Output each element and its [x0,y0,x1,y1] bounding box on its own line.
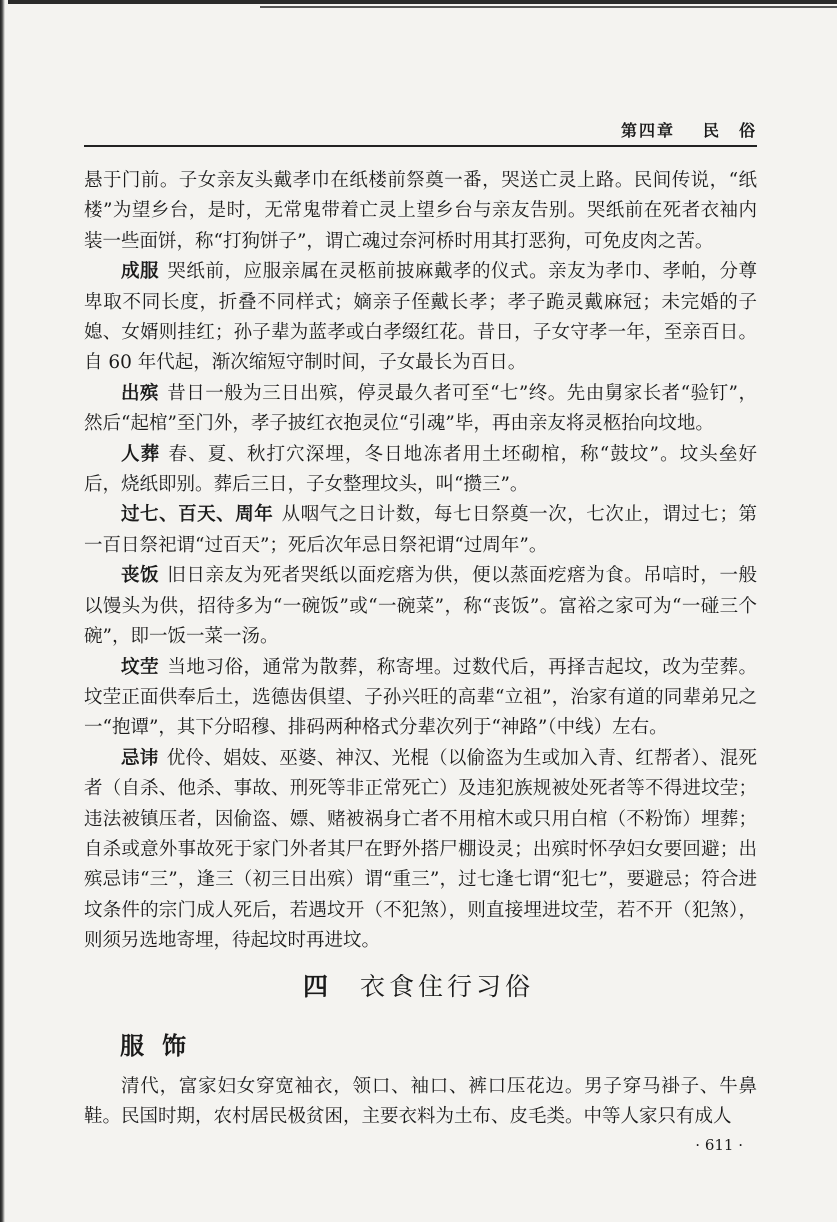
paragraph: 出殡 昔日一般为三日出殡，停灵最久者可至“七”终。先由舅家长者“验钉”，然后“起棺”至门外，孝子披红衣抱灵位“引魂”毕，再由亲友将灵柩抬向坟地。 [84,382,757,435]
paragraph: 人葬 春、夏、秋打穴深埋，冬日地冻者用土坯砌棺，称“鼓坟”。坟头垒好后，烧纸即别。葬后三日，子女整理坟头，叫“攒三”。 [84,443,757,496]
scan-top-border-thin [260,6,837,8]
section-heading [0,967,837,1003]
subsection-text [84,1072,757,1133]
paragraph: 忌讳 优伶、娼妓、巫婆、神汉、光棍（以偷盗为生或加入青、红帮者）、混死者（自杀、他杀、事故、刑死等非正常死亡）及违犯族规被处死者等不得进坟茔；违法被镇压者，因偷盗、嫖、赌被祸身亡者不用棺木或只用白棺（不粉饰）埋葬；自杀或意外事故死于家门外者其尸在野外搭尸棚设灵；出殡时怀孕妇女要回避；出殡忌讳“三”，逢三（初三日出殡）谓“重三”，过七逢七谓“犯七”，要避忌；符合进坟条件的宗门成人死后，若遇坟开（不犯煞），则直接埋进坟茔，若不开（犯煞），则须另选地寄埋，待起坟时再进坟。 [84,747,757,952]
running-head [621,118,757,141]
term-heading: 出殡 [121,382,159,404]
term-heading: 人葬 [121,443,161,465]
paragraph: 成服 哭纸前，应服亲属在灵柩前披麻戴孝的仪式。亲友为孝巾、孝帕，分尊卑取不同长度，折叠不同样式；嫡亲子侄戴长孝；孝子跪灵戴麻冠；未完婚的子媳、女婿则挂红；孙子辈为蓝孝或白孝缀红花。昔日，子女守孝一年，至亲百日。自 60 年代起，渐次缩短守制时间，子女最长为百日。 [84,261,757,374]
section-number: 四 [302,972,332,1001]
scan-top-border [8,0,837,4]
chapter-label: 第四章 [620,121,675,140]
page-number: · 611 · [695,1136,743,1154]
subsection-heading: 服饰 [120,1032,204,1060]
paragraph: 悬于门前。子女亲友头戴孝巾在纸楼前祭奠一番，哭送亡灵上路。民间传说，“纸楼”为望乡台，是时，无常鬼带着亡灵上望乡台与亲友告别。哭纸前在死者衣袖内装一些面饼，称“打狗饼子”，谓亡魂过奈河桥时用其打恶狗，可免皮肉之苦。 [84,170,757,252]
term-heading: 坟茔 [121,656,160,678]
header-rule [84,145,757,147]
paragraph: 过七、百天、周年 从咽气之日计数，每七日祭奠一次，七次止，谓过七；第一百日祭祀谓“过百天”；死后次年忌日祭祀谓“过周年”。 [84,504,757,556]
term-heading: 丧饭 [121,565,160,587]
paragraph: 丧饭 旧日亲友为死者哭纸以面疙瘩为供，便以蒸面疙瘩为食。吊唁时，一般以馒头为供，招待多为“一碗饭”或“一碗菜”，称“丧饭”。富裕之家可为“一碰三个碗”，即一饭一菜一汤。 [84,565,757,648]
paragraph: 清代，富家妇女穿宽袖衣，领口、袖口、裤口压花边。男子穿马褂子、牛鼻鞋。民国时期，农村居民极贫困，主要衣料为土布、皮毛类。中等人家只有成人 [84,1076,757,1128]
paragraph: 坟茔 当地习俗，通常为散葬，称寄埋。过数代后，再择吉起坟，改为茔葬。坟茔正面供奉后土，选德齿俱望、子孙兴旺的高辈“立祖”，治家有道的同辈弟兄之一“抱谭”，其下分昭穆、排码两种格式分辈次列于“神路”（中线）左右。 [84,656,757,739]
chapter-title: 民 俗 [702,121,757,140]
section-title: 衣食住行习俗 [360,972,535,1001]
main-text [84,166,757,957]
term-heading: 成服 [121,261,160,283]
term-heading: 过七、百天、周年 [121,504,274,526]
term-heading: 忌讳 [121,747,159,769]
page-binding-edge [0,0,5,1222]
